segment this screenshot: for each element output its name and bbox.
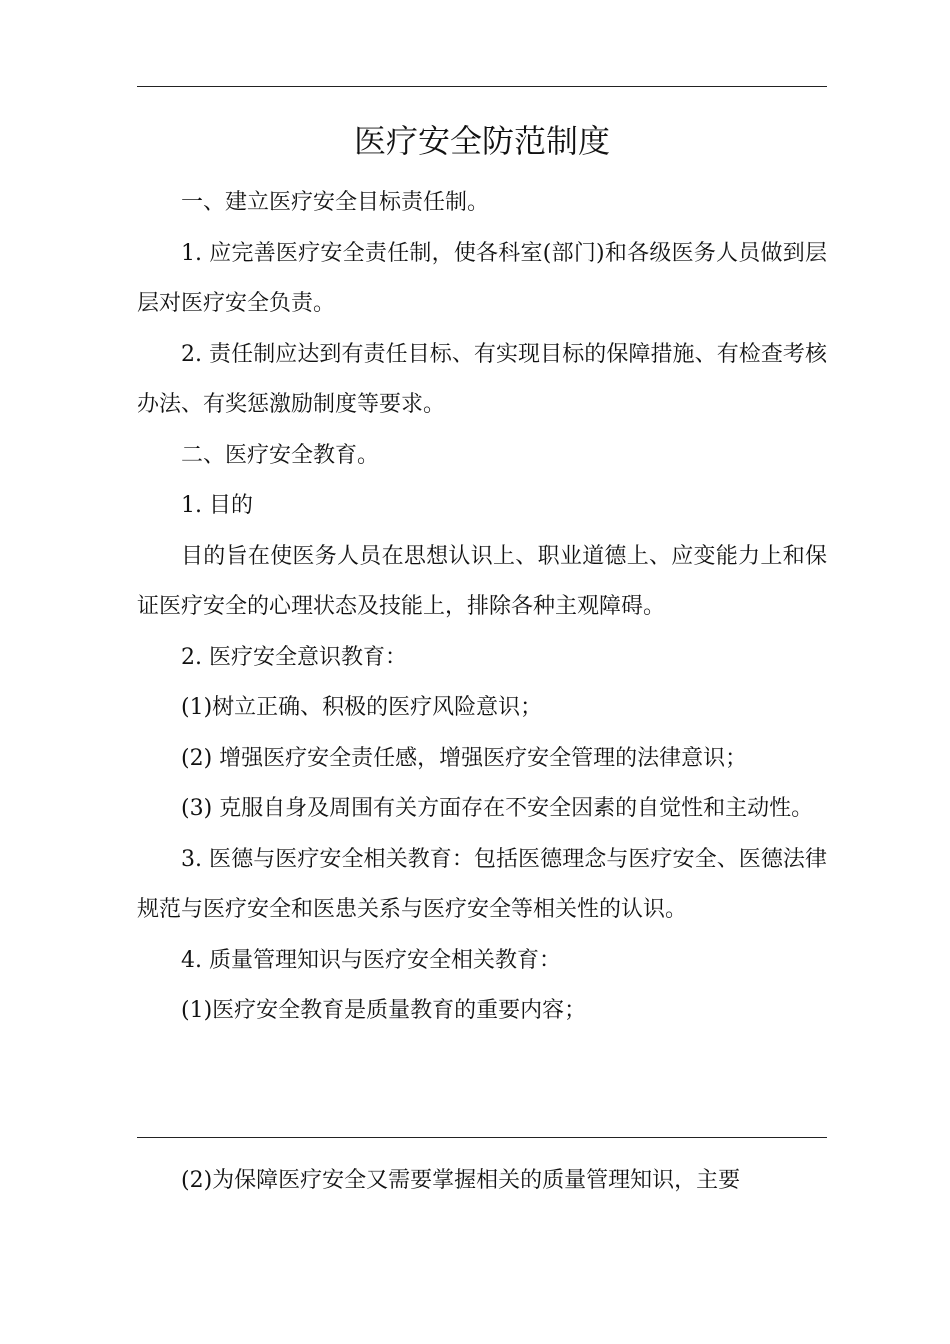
section-heading-2: 二、医疗安全教育。: [181, 442, 380, 468]
paragraph: 1. 目的: [181, 493, 253, 518]
document-body: [137, 178, 827, 1037]
section-heading-1: 一、建立医疗安全目标责任制。: [181, 190, 490, 215]
paragraph: 4. 质量管理知识与医疗安全相关教育：: [181, 947, 561, 973]
next-page-body: [137, 1156, 827, 1207]
page-break-rule: [137, 1137, 827, 1138]
list-item: (1)医疗安全教育是质量教育的重要内容；: [181, 998, 587, 1023]
paragraph: 1. 应完善医疗安全责任制，使各科室(部门)和各级医务人员做到层层对医疗安全负责。: [137, 240, 827, 316]
paragraph: 3. 医德与医疗安全相关教育：包括医德理念与医疗安全、医德法律规范与医疗安全和医患关系与医疗安全等相关性的认识。: [137, 846, 827, 922]
list-item: (2) 增强医疗安全责任感，增强医疗安全管理的法律意识；: [181, 745, 748, 771]
paragraph: 2. 医疗安全意识教育：: [181, 644, 407, 670]
list-item: (2)为保障医疗安全又需要掌握相关的质量管理知识，主要: [181, 1168, 741, 1193]
list-item: (3) 克服自身及周围有关方面存在不安全因素的自觉性和主动性。: [181, 796, 814, 821]
paragraph: 2. 责任制应达到有责任目标、有实现目标的保障措施、有检查考核办法、有奖惩激励制度等要求。: [137, 341, 827, 417]
paragraph: 目的旨在使医务人员在思想认识上、职业道德上、应变能力上和保证医疗安全的心理状态及技能上，排除各种主观障碍。: [137, 543, 827, 619]
top-rule: [137, 86, 827, 87]
document-title: 医疗安全防范制度: [353, 122, 610, 160]
list-item: (1)树立正确、积极的医疗风险意识；: [181, 695, 543, 720]
